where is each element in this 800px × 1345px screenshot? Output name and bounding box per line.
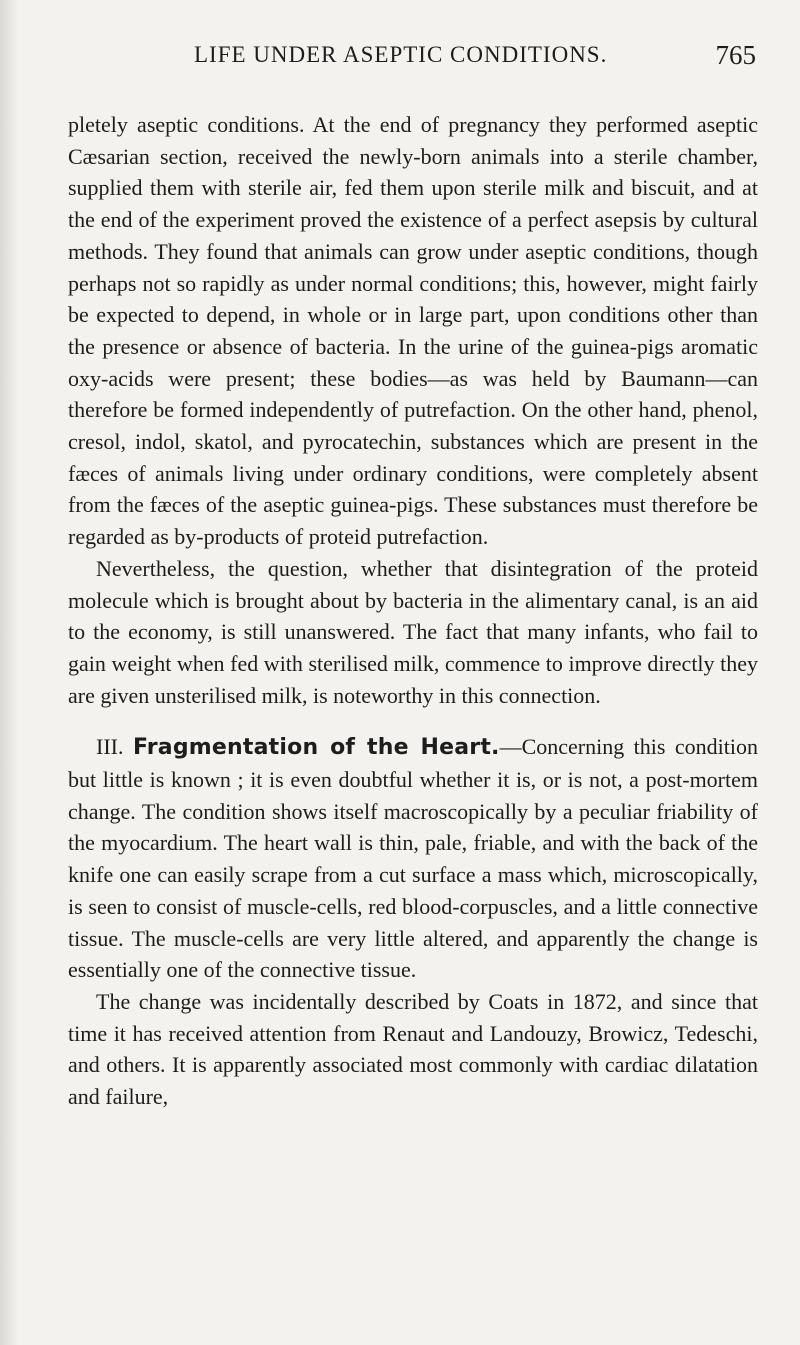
paragraph-2: Nevertheless, the question, whether that disintegration of the proteid molecule which is brought about by bacteria in the alimentary canal, is an aid to the economy, is still unanswered. The fact that many infants, who fail to gain weight when fed with sterilised milk, commence to improve directly they are given unsterilised milk, is noteworthy in this connection.	[68, 555, 758, 708]
page-edge-shadow	[0, 0, 18, 1345]
paragraph-4: The change was incidentally described by Coats in 1872, and since that time it has received attention from Renaut and Landouzy, Browicz, Tedeschi, and others. It is apparently associated most commonly with cardiac dilatation and failure,	[68, 988, 758, 1110]
running-title: LIFE UNDER ASEPTIC CONDITIONS.	[194, 42, 608, 67]
paragraph-1: pletely aseptic conditions. At the end of pregnancy they performed aseptic Cæsarian section, received the newly-born animals into a sterile chamber, supplied them with sterile air, fed them upon sterile milk and biscuit, and at the end of the experiment proved the existence of a perfect asepsis by cultural methods. They found that animals can grow under aseptic conditions, though perhaps not so rapidly as under normal conditions; this, however, might fairly be expected to depend, in whole or in large part, upon conditions other than the presence or absence of bacteria. In the urine of the guinea-pigs aromatic oxy-acids were present; these bodies—as was held by Baumann—can therefore be formed independently of putrefaction. On the other hand, phenol, cresol, indol, skatol, and pyrocatechin, substances which are present in the fæces of animals living under ordinary conditions, were completely absent from the fæces of the aseptic guinea-pigs. These substances must therefore be regarded as by-products of proteid putrefaction.	[68, 112, 758, 550]
section-gap	[68, 711, 758, 731]
body-text	[68, 109, 758, 1113]
section-paragraph	[68, 731, 758, 986]
section-heading: Fragmentation of the Heart.	[132, 735, 500, 761]
page-number: 765	[715, 40, 756, 70]
section-paragraph-text: —Concerning this condition but little is known ; it is even doubtful whether it is, or is not, a post-mortem change. The condition shows itself macroscopically by a peculiar friability of the myocardium. The heart wall is thin, pale, friable, and with the back of the knife one can easily scrape from a cut surface a mass which, microscopically, is seen to consist of muscle-cells, red blood-corpuscles, and a little connective tissue. The muscle-cells are very little altered, and apparently the change is essentially one of the connective tissue.	[68, 734, 759, 983]
page-header	[68, 42, 758, 82]
section-number: III.	[96, 734, 124, 760]
